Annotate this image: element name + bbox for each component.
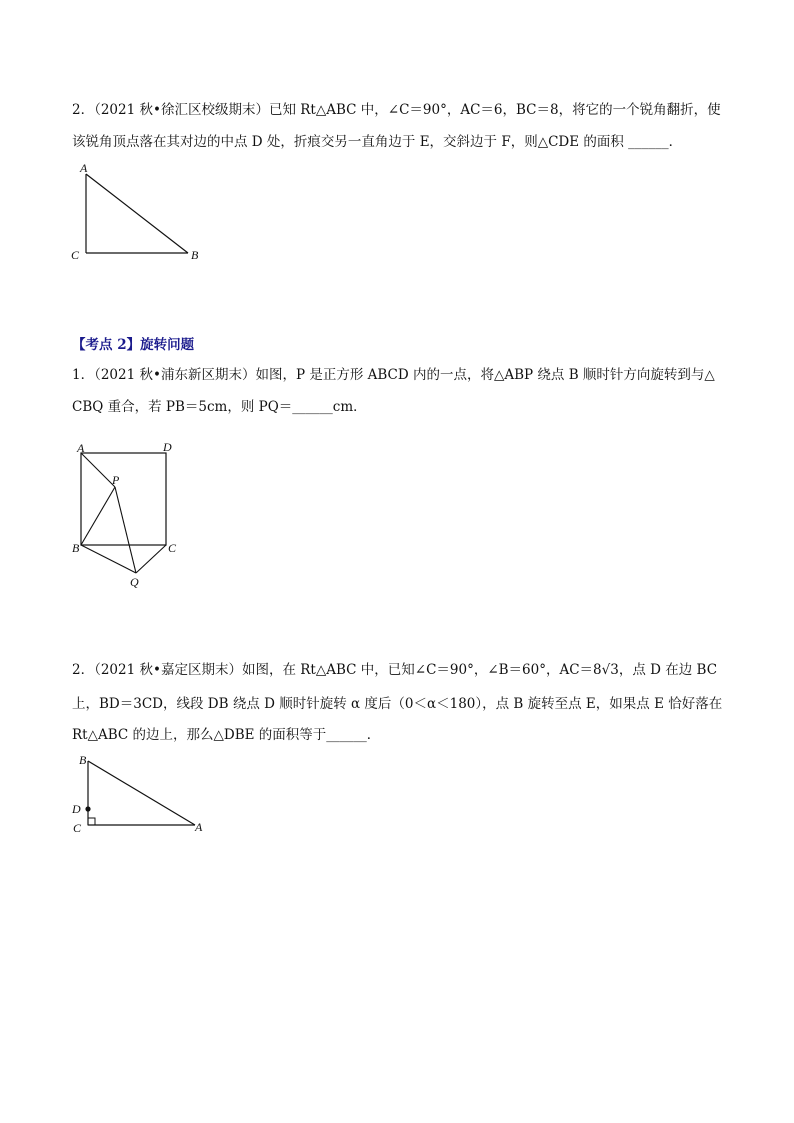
q3-label-b: B: [79, 753, 87, 767]
q1-label-c: C: [71, 248, 80, 262]
q1-label-b: B: [191, 248, 199, 262]
section-title: 【考点 2】旋转问题: [72, 337, 195, 353]
q3-text-line3: Rt△ABC 的边上，那么△DBE 的面积等于______．: [72, 727, 381, 743]
q2-square-figure: [60, 440, 200, 595]
q2-segment-pq: [115, 487, 136, 573]
q1-text-line1: 2．（2021 秋•徐汇区校级期末）已知 Rt△ABC 中，∠C＝90°，AC＝6，BC＝8，将它的一个锐角翻折，使: [72, 102, 721, 118]
q3-text-line1: 2．（2021 秋•嘉定区期末）如图，在 Rt△ABC 中，已知∠C＝90°，∠B＝60°，AC＝8√3，点 D 在边 BC: [72, 662, 718, 678]
q2-label-d: D: [163, 440, 172, 454]
q2-label-c: C: [168, 541, 177, 555]
q2-label-p: P: [112, 473, 120, 487]
q3-text-line2: 上，BD＝3CD，线段 DB 绕点 D 顺时针旋转 α 度后（0＜α＜180），点 B 旋转至点 E，如果点 E 恰好落在: [72, 696, 723, 712]
q2-square-abcd: [81, 453, 166, 545]
q3-label-a: A: [195, 820, 203, 834]
q3-right-angle-mark: [88, 818, 95, 825]
q3-triangle-figure: [60, 750, 220, 840]
q2-segment-bq: [81, 545, 136, 573]
q2-segment-ap: [81, 453, 115, 487]
q1-side-ab: [86, 174, 188, 253]
q2-text-line1: 1．（2021 秋•浦东新区期末）如图，P 是正方形 ABCD 内的一点，将△ABP 绕点 B 顺时针方向旋转到与△: [72, 367, 715, 383]
q2-label-q: Q: [130, 575, 139, 589]
q2-segment-cq: [136, 545, 166, 573]
q2-text-line2: CBQ 重合，若 PB＝5cm，则 PQ＝______cm．: [72, 399, 367, 415]
q3-point-d: [85, 806, 90, 811]
q2-segment-bp: [81, 487, 115, 545]
q3-label-c: C: [73, 821, 82, 835]
q3-side-ab: [88, 761, 195, 825]
q1-triangle-figure: [60, 160, 220, 270]
q2-label-b: B: [72, 541, 80, 555]
q2-label-a: A: [77, 441, 85, 455]
q3-label-d: D: [72, 802, 81, 816]
q1-text-line2: 该锐角顶点落在其对边的中点 D 处，折痕交另一直角边于 E，交斜边于 F，则△CDE 的面积 ______．: [72, 134, 683, 150]
q1-label-a: A: [80, 161, 88, 175]
